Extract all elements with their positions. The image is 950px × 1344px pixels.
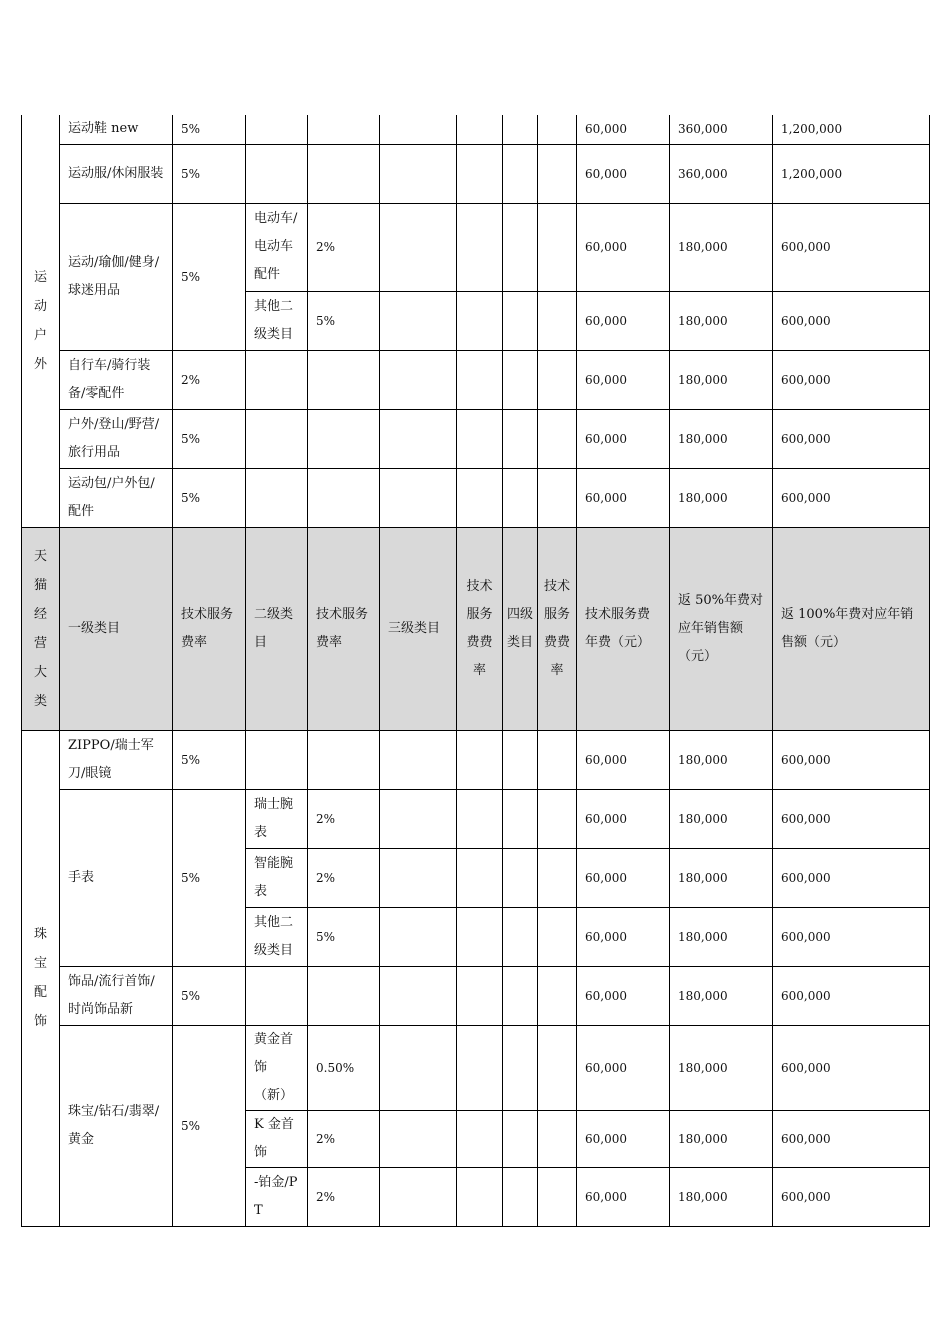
rate2-cell [308,115,380,144]
rate1-cell: 5% [173,730,246,789]
header-rate1: 技术服务费率 [173,527,246,730]
rate3-cell [457,350,503,409]
level4-cell [503,848,538,907]
level2-cell: 其他二级类目 [246,291,308,350]
level4-cell [503,350,538,409]
level2-cell [246,409,308,468]
rate2-cell: 5% [308,291,380,350]
sales-100-cell: 600,000 [773,468,930,527]
table-row [22,1025,930,1110]
rate2-cell: 2% [308,789,380,848]
sales-50-cell: 360,000 [670,144,773,203]
level4-cell [503,291,538,350]
rate3-cell [457,907,503,966]
fee-table [21,115,930,1227]
rate4-cell [538,291,577,350]
sales-50-cell: 180,000 [670,409,773,468]
level4-cell [503,1025,538,1110]
rate3-cell [457,1167,503,1226]
annual-fee-cell: 60,000 [577,1025,670,1110]
level1-cell: 自行车/骑行装备/零配件 [60,350,173,409]
level3-cell [380,203,457,291]
level4-cell [503,409,538,468]
level4-cell [503,789,538,848]
header-rate3: 技术服务费费率 [457,527,503,730]
sales-50-cell: 360,000 [670,115,773,144]
annual-fee-cell: 60,000 [577,203,670,291]
sales-50-cell: 180,000 [670,1110,773,1167]
rate1-cell: 5% [173,115,246,144]
level2-cell [246,468,308,527]
level2-cell [246,350,308,409]
level4-cell [503,1110,538,1167]
sales-50-cell: 180,000 [670,907,773,966]
level4-cell [503,144,538,203]
sales-50-cell: 180,000 [670,468,773,527]
rate2-cell: 2% [308,203,380,291]
rate4-cell [538,350,577,409]
level2-cell: 瑞士腕表 [246,789,308,848]
sales-50-cell: 180,000 [670,203,773,291]
level1-cell: 运动/瑜伽/健身/球迷用品 [60,203,173,350]
level1-cell: 手表 [60,789,173,966]
level2-cell: -铂金/PT [246,1167,308,1226]
sales-50-cell: 180,000 [670,291,773,350]
level3-cell [380,350,457,409]
rate4-cell [538,1025,577,1110]
annual-fee-cell: 60,000 [577,115,670,144]
table-row [22,730,930,789]
rate3-cell [457,730,503,789]
level4-cell [503,468,538,527]
rate1-cell: 5% [173,1025,246,1226]
rate3-cell [457,848,503,907]
sales-100-cell: 600,000 [773,350,930,409]
sales-50-cell: 180,000 [670,966,773,1025]
sales-100-cell: 600,000 [773,1167,930,1226]
category-cell: 珠 宝 配 饰 [22,730,60,1226]
rate2-cell [308,144,380,203]
annual-fee-cell: 60,000 [577,848,670,907]
rate3-cell [457,409,503,468]
table-row [22,468,930,527]
sales-50-cell: 180,000 [670,789,773,848]
sales-100-cell: 600,000 [773,966,930,1025]
annual-fee-cell: 60,000 [577,144,670,203]
annual-fee-cell: 60,000 [577,291,670,350]
sales-100-cell: 600,000 [773,848,930,907]
annual-fee-cell: 60,000 [577,409,670,468]
rate2-cell [308,468,380,527]
sales-50-cell: 180,000 [670,848,773,907]
header-level3: 三级类目 [380,527,457,730]
annual-fee-cell: 60,000 [577,907,670,966]
header-level4: 四级类目 [503,527,538,730]
annual-fee-cell: 60,000 [577,1167,670,1226]
rate4-cell [538,907,577,966]
rate1-cell: 5% [173,468,246,527]
rate1-cell: 5% [173,409,246,468]
rate3-cell [457,1110,503,1167]
rate2-cell [308,730,380,789]
rate4-cell [538,1167,577,1226]
table-row [22,789,930,848]
level2-cell: 其他二级类目 [246,907,308,966]
category-cell: 运 动 户 外 [22,115,60,527]
sales-100-cell: 600,000 [773,203,930,291]
level3-cell [380,115,457,144]
rate4-cell [538,144,577,203]
level3-cell [380,1167,457,1226]
annual-fee-cell: 60,000 [577,468,670,527]
level3-cell [380,144,457,203]
rate1-cell: 5% [173,144,246,203]
level2-cell: K 金首饰 [246,1110,308,1167]
header-refund-50: 返 50%年费对应年销售额（元） [670,527,773,730]
level1-cell: ZIPPO/瑞士军刀/眼镜 [60,730,173,789]
rate4-cell [538,1110,577,1167]
table-row [22,966,930,1025]
header-rate4: 技术服务费费率 [538,527,577,730]
sales-100-cell: 600,000 [773,291,930,350]
rate4-cell [538,848,577,907]
level2-cell [246,115,308,144]
level3-cell [380,789,457,848]
rate4-cell [538,468,577,527]
header-level1: 一级类目 [60,527,173,730]
level1-cell: 户外/登山/野营/旅行用品 [60,409,173,468]
level3-cell [380,409,457,468]
sales-100-cell: 600,000 [773,409,930,468]
level4-cell [503,966,538,1025]
rate1-cell: 5% [173,203,246,350]
sales-100-cell: 1,200,000 [773,144,930,203]
level4-cell [503,203,538,291]
rate1-cell: 5% [173,789,246,966]
sales-50-cell: 180,000 [670,350,773,409]
table-row [22,144,930,203]
rate3-cell [457,789,503,848]
rate1-cell: 2% [173,350,246,409]
level2-cell [246,730,308,789]
rate2-cell [308,350,380,409]
table-row [22,350,930,409]
sales-100-cell: 600,000 [773,907,930,966]
level3-cell [380,1110,457,1167]
level1-cell: 运动鞋 new [60,115,173,144]
level1-cell: 运动包/户外包/配件 [60,468,173,527]
rate3-cell [457,468,503,527]
annual-fee-cell: 60,000 [577,350,670,409]
sales-100-cell: 1,200,000 [773,115,930,144]
rate4-cell [538,203,577,291]
level2-cell [246,144,308,203]
level1-cell: 珠宝/钻石/翡翠/黄金 [60,1025,173,1226]
header-category: 天 猫 经 营 大 类 [22,527,60,730]
sales-100-cell: 600,000 [773,1110,930,1167]
rate3-cell [457,115,503,144]
rate2-cell: 5% [308,907,380,966]
level4-cell [503,730,538,789]
level3-cell [380,848,457,907]
table-row [22,203,930,291]
level3-cell [380,291,457,350]
rate3-cell [457,1025,503,1110]
level4-cell [503,907,538,966]
level3-cell [380,468,457,527]
header-rate2: 技术服务费率 [308,527,380,730]
header-refund-100: 返 100%年费对应年销售额（元） [773,527,930,730]
rate2-cell: 2% [308,1167,380,1226]
level3-cell [380,966,457,1025]
rate4-cell [538,789,577,848]
level4-cell [503,1167,538,1226]
rate2-cell: 0.50% [308,1025,380,1110]
rate4-cell [538,966,577,1025]
sales-50-cell: 180,000 [670,1025,773,1110]
level3-cell [380,730,457,789]
header-annual-fee: 技术服务费年费（元） [577,527,670,730]
rate3-cell [457,203,503,291]
sales-100-cell: 600,000 [773,1025,930,1110]
header-row [22,527,930,730]
rate4-cell [538,730,577,789]
annual-fee-cell: 60,000 [577,1110,670,1167]
rate2-cell: 2% [308,1110,380,1167]
rate3-cell [457,966,503,1025]
sales-50-cell: 180,000 [670,1167,773,1226]
rate2-cell [308,409,380,468]
annual-fee-cell: 60,000 [577,966,670,1025]
level3-cell [380,907,457,966]
level3-cell [380,1025,457,1110]
rate4-cell [538,115,577,144]
level1-cell: 运动服/休闲服装 [60,144,173,203]
rate2-cell [308,966,380,1025]
rate3-cell [457,291,503,350]
rate1-cell: 5% [173,966,246,1025]
level4-cell [503,115,538,144]
rate4-cell [538,409,577,468]
annual-fee-cell: 60,000 [577,730,670,789]
table-row [22,409,930,468]
rate2-cell: 2% [308,848,380,907]
sales-100-cell: 600,000 [773,730,930,789]
level2-cell: 智能腕表 [246,848,308,907]
level2-cell [246,966,308,1025]
annual-fee-cell: 60,000 [577,789,670,848]
level1-cell: 饰品/流行首饰/时尚饰品新 [60,966,173,1025]
rate3-cell [457,144,503,203]
header-level2: 二级类目 [246,527,308,730]
table-row [22,115,930,144]
sales-50-cell: 180,000 [670,730,773,789]
level2-cell: 电动车/电动车配件 [246,203,308,291]
level2-cell: 黄金首饰（新） [246,1025,308,1110]
sales-100-cell: 600,000 [773,789,930,848]
